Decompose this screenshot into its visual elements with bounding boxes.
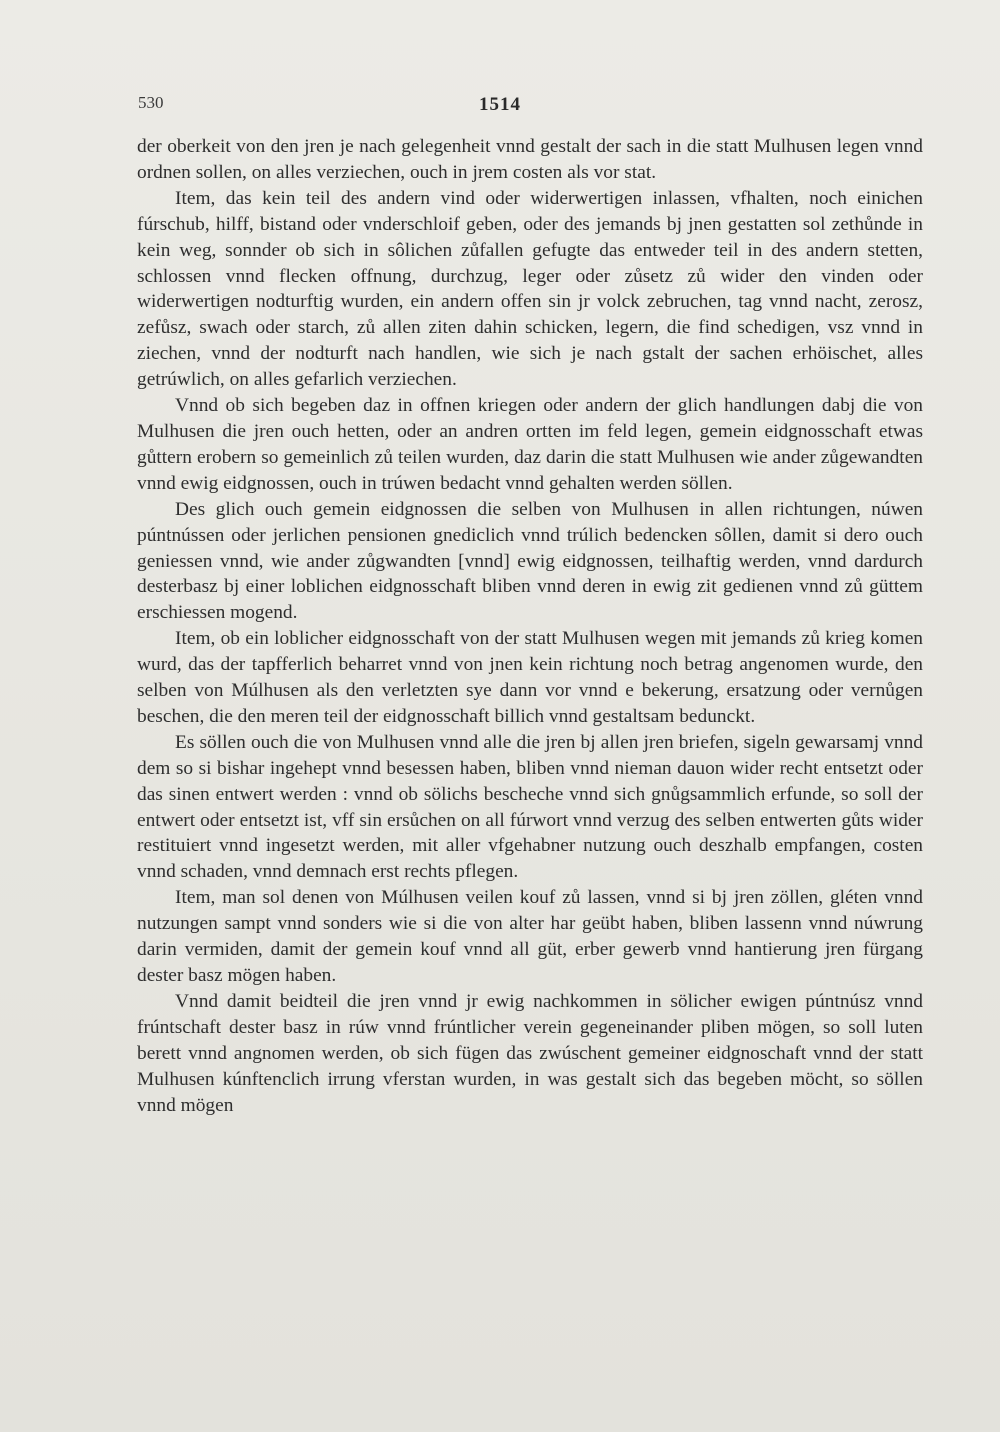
paragraph: Des glich ouch gemein eidgnossen die selben von Mulhusen in allen richtungen, núwen púntnússen oder jerlichen pensionen gnediclich vnnd trúlich bedencken sôllen, damit si dero ouch geniessen vnnd, wie ander zůgwandten [vnnd] ewig eidgnossen, teilhaftig werden, vnnd dardurch desterbasz bj einer loblichen eidgnosschaft bliben vnnd deren in ewig zit gedienen vnnd zů güttem erschiessen mogend. <box>137 498 923 624</box>
paragraph: Item, das kein teil des andern vind oder widerwertigen inlassen, vfhalten, noch einichen fúrschub, hilff, bistand oder vnderschloif geben, oder des jemands bj jnen gestatten sol zethůnde in kein weg, sonnder ob sich in sôlichen zůfallen gefugte das entweder teil in des andern stetten, schlossen vnnd flecken offnung, durchzug, leger oder zůsetz zů wider den vinden oder widerwertigen nodturftig wurden, ein andern offen sin jr volck zebruchen, tag vnnd nacht, zerosz, zefůsz, swach oder starch, zů allen ziten dahin schicken, legern, die find schedigen, vsz vnnd in ziechen, vnnd der nodturft nach handlen, wie sich je nach gstalt der sachen erhöischet, alles getrúwlich, on alles gefarlich verziechen. <box>137 187 923 391</box>
paragraph: Item, ob ein loblicher eidgnosschaft von der statt Mulhusen wegen mit jemands zů krieg komen wurd, das der tapfferlich beharret vnnd von jnen kein richtung noch betrag angenomen wurde, den selben von Múlhusen als den verletzten sye dann vor vnnd e bekerung, ersatzung oder vernůgen beschen, die den meren teil der eidgnosschaft billich vnnd gestaltsam bedunckt. <box>137 628 923 727</box>
page-number: 530 <box>138 93 164 112</box>
running-head-year: 1514 <box>479 94 521 115</box>
paragraph: Item, man sol denen von Múlhusen veilen kouf zů lassen, vnnd si bj jren zöllen, gléten vnnd nutzungen sampt vnnd sonders wie si die von alter har geübt haben, bliben lassenn vnnd núwrung darin vermiden, damit der gemein kouf vnnd all güt, erber gewerb vnnd hantierung jren fürgang dester basz mögen haben. <box>137 887 923 986</box>
paragraph: Vnnd damit beidteil die jren vnnd jr ewig nachkommen in sölicher ewigen púntnúsz vnnd frúntschaft dester basz in rúw vnnd frúntlicher verein gegeneinander pliben mögen, so soll luten berett vnnd angnomen werden, ob sich fügen das zwúschent gemeiner eidgnoschaft vnnd der statt Mulhusen kúnftenclich irrung vferstan wurden, in was gestalt sich das begeben möcht, so söllen vnnd mögen <box>137 990 923 1116</box>
paragraph: Es söllen ouch die von Mulhusen vnnd alle die jren bj allen jren briefen, sigeln gewarsamj vnnd dem so si bishar ingehept vnnd besessen haben, bliben vnnd nieman dauon wider recht entsetzt oder das sinen entwert werden : vnnd ob sölichs bescheche vnnd sich gnůgsammlich erfunde, so soll der entwert oder entsetzt ist, vff sin ersůchen on all fúrwort vnnd verzug des selben entwerten gůts wider restituiert vnnd ingesetzt werden, mit aller vfgehabner nutzung ouch deszhalb empfangen, costen vnnd schaden, vnnd demnach erst rechts pflegen. <box>137 731 923 883</box>
paragraph: Vnnd ob sich begeben daz in offnen kriegen oder andern der glich handlungen dabj die von Mulhusen die jren ouch hetten, oder an andren ortten im feld legen, gemein eidgnosschaft etwas gůttern erobern so gemeinlich zů teilen wurden, daz darin die statt Mulhusen wie ander zůgewandten vnnd ewig eidgnossen, ouch in trúwen bedacht vnnd gehalten werden söllen. <box>137 395 923 494</box>
body-text <box>137 134 923 1118</box>
paragraph-continuation: der oberkeit von den jren je nach gelegenheit vnnd gestalt der sach in die statt Mulhusen legen vnnd ordnen sollen, on alles verziechen, ouch in jrem costen als vor stat. <box>137 136 923 183</box>
